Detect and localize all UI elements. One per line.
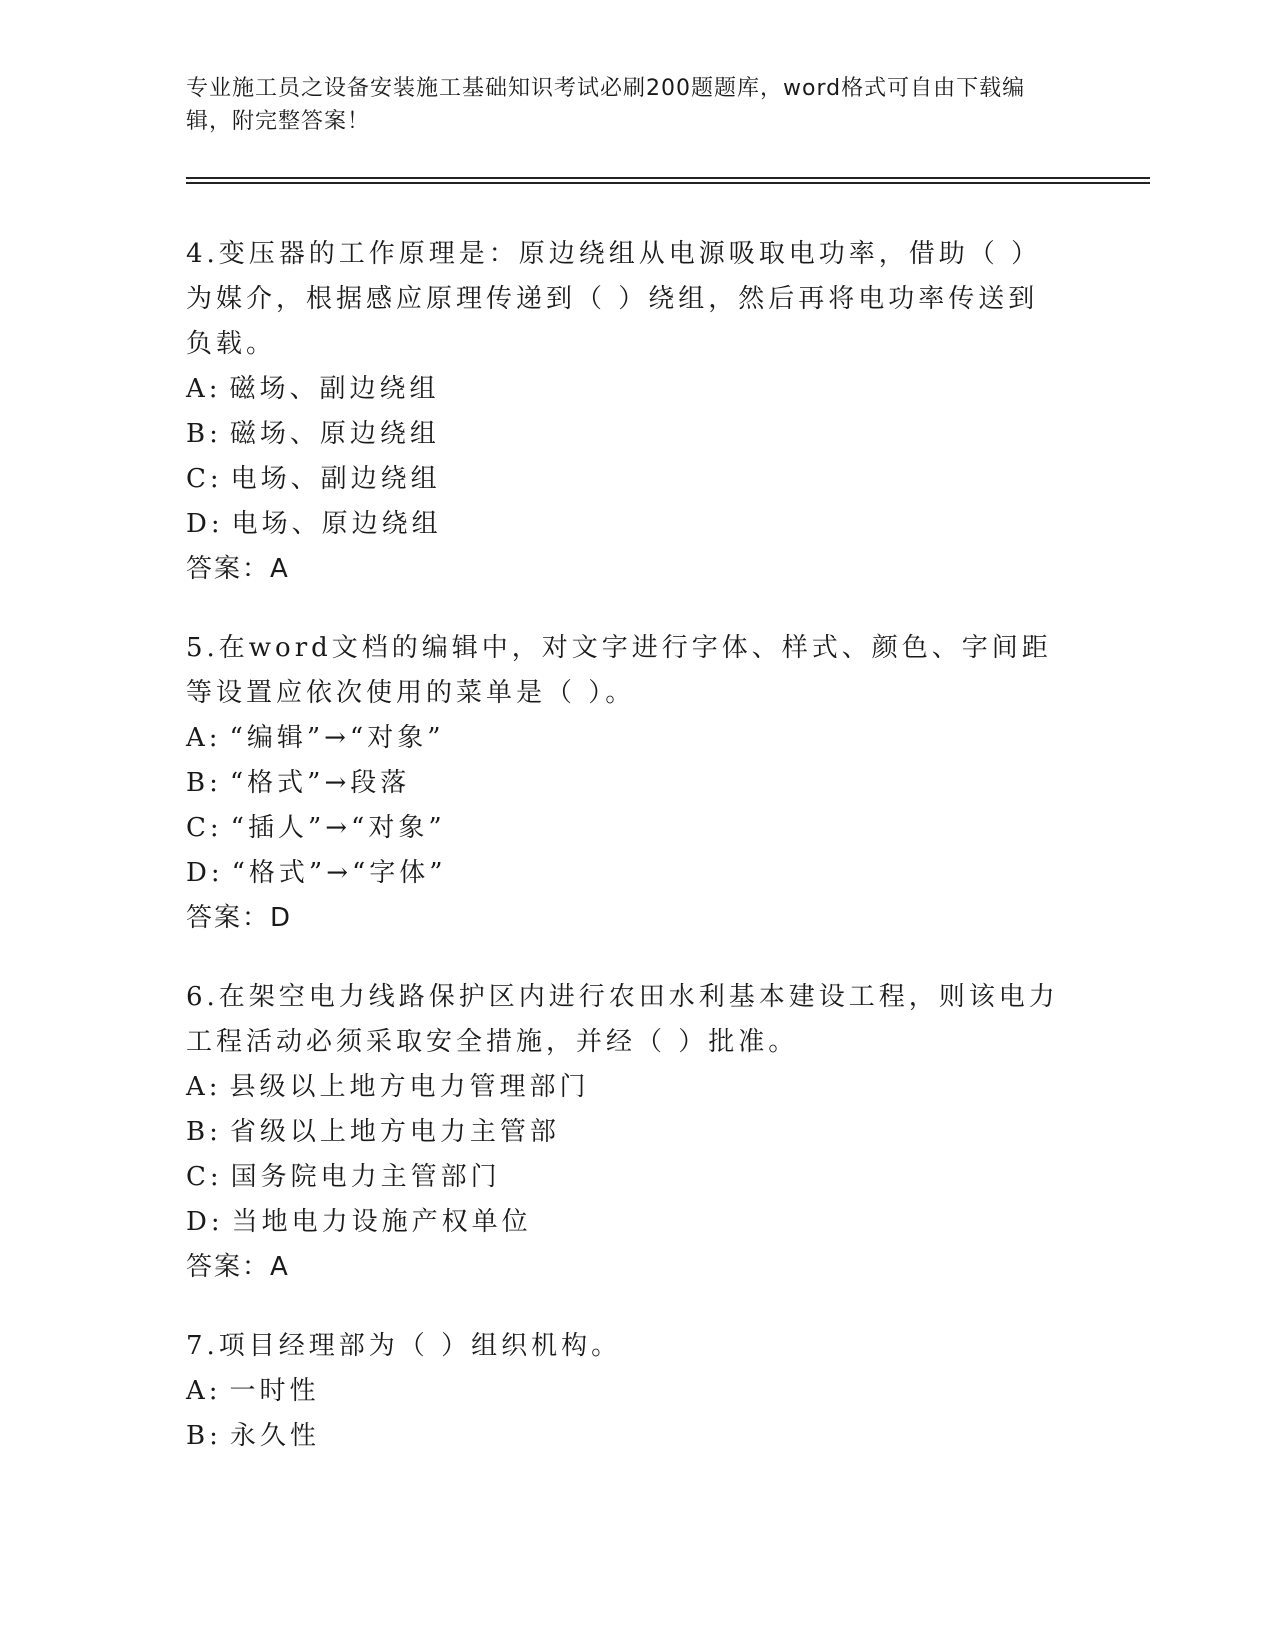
option-letter: A: — [186, 1072, 222, 1102]
option-text: 一时性 — [229, 1376, 320, 1406]
option-letter: B: — [186, 1421, 222, 1451]
option-text: 省级以上地方电力主管部 — [229, 1117, 560, 1147]
question-option — [186, 806, 1066, 851]
question-option — [186, 1414, 1066, 1459]
option-text: “插人”→“对象” — [230, 813, 446, 843]
question-stem: 6.在架空电力线路保护区内进行农田水利基本建设工程，则该电力工程活动必须采取安全措施，并经（ ）批准。 — [186, 982, 1059, 1057]
option-letter: A: — [186, 374, 222, 404]
question-list — [186, 232, 1066, 1493]
document-header-title: 专业施工员之设备安装施工基础知识考试必刷200题题库，word格式可自由下载编辑，附完整答案！ — [186, 76, 1026, 134]
question-item — [186, 626, 1066, 941]
question-item — [186, 232, 1066, 592]
question-option — [186, 1200, 1066, 1245]
question-option — [186, 502, 1066, 547]
question-item — [186, 1324, 1066, 1459]
question-option — [186, 457, 1066, 502]
option-letter: A: — [186, 1376, 222, 1406]
question-option — [186, 851, 1066, 896]
question-stem: 7.项目经理部为（ ）组织机构。 — [186, 1331, 622, 1361]
option-text: 国务院电力主管部门 — [230, 1162, 501, 1192]
question-option — [186, 1369, 1066, 1414]
option-letter: B: — [186, 1117, 222, 1147]
option-text: 磁场、原边绕组 — [229, 419, 440, 449]
option-text: 永久性 — [229, 1421, 320, 1451]
header-divider-line-top — [186, 177, 1150, 179]
question-option — [186, 1110, 1066, 1155]
option-letter: D: — [186, 858, 224, 888]
question-option — [186, 412, 1066, 457]
option-letter: C: — [186, 464, 223, 494]
option-letter: C: — [186, 813, 223, 843]
question-answer: 答案：D — [186, 903, 293, 933]
option-text: “格式”→“字体” — [231, 858, 447, 888]
header-divider-line-bottom — [186, 182, 1150, 184]
question-option — [186, 1155, 1066, 1200]
question-option — [186, 761, 1066, 806]
option-text: 当地电力设施产权单位 — [231, 1207, 532, 1237]
question-option — [186, 1065, 1066, 1110]
option-letter: D: — [186, 509, 224, 539]
question-option — [186, 716, 1066, 761]
question-stem: 5.在word文档的编辑中，对文字进行字体、样式、颜色、字间距等设置应依次使用的菜单是（ ）。 — [186, 633, 1052, 708]
question-item — [186, 975, 1066, 1290]
option-letter: B: — [186, 768, 222, 798]
question-option — [186, 367, 1066, 412]
option-text: 电场、副边绕组 — [230, 464, 441, 494]
option-text: 电场、原边绕组 — [231, 509, 442, 539]
question-answer: 答案：A — [186, 1252, 290, 1282]
option-text: “编辑”→“对象” — [229, 723, 445, 753]
question-stem: 4.变压器的工作原理是：原边绕组从电源吸取电功率，借助（ ）为媒介，根据感应原理传递到（ ）绕组，然后再将电功率传送到负载。 — [186, 239, 1042, 359]
option-text: 磁场、副边绕组 — [229, 374, 440, 404]
option-text: 县级以上地方电力管理部门 — [229, 1072, 590, 1102]
option-letter: B: — [186, 419, 222, 449]
question-answer: 答案：A — [186, 554, 290, 584]
option-text: “格式”→段落 — [229, 768, 411, 798]
option-letter: C: — [186, 1162, 223, 1192]
option-letter: D: — [186, 1207, 224, 1237]
option-letter: A: — [186, 723, 222, 753]
